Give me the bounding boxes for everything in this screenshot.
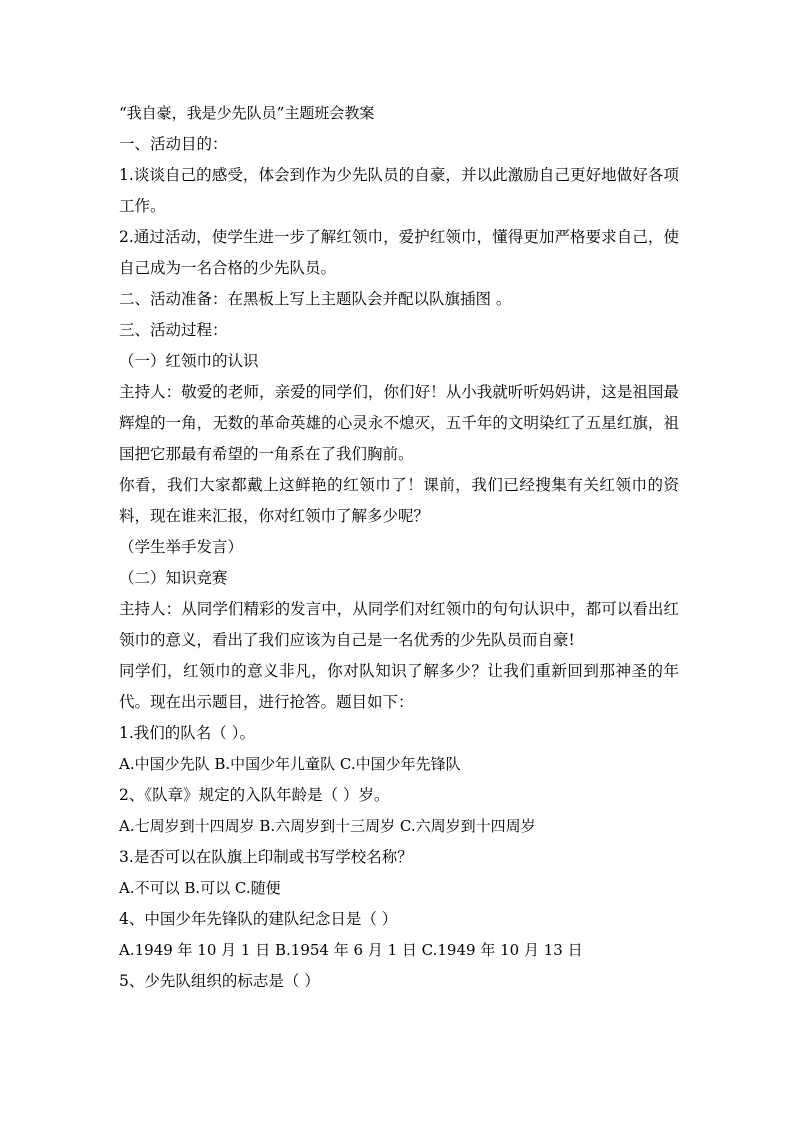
document-title: “我自豪，我是少先队员”主题班会教案 [119, 104, 375, 122]
question-3-options: A.不可以 B.可以 C.随便 [119, 879, 281, 897]
part2-speech2: 同学们，红领巾的意义非凡，你对队知识了解多少？让我们重新回到那神圣的年代。现在出示题目，进行抢答。题目如下： [119, 662, 679, 711]
part2-heading: （二）知识竞赛 [119, 569, 228, 587]
question-1: 1.我们的队名（ ）。 [119, 724, 255, 742]
question-5: 5、少先队组织的标志是（ ） [119, 972, 320, 990]
part1-speech2: 你看，我们大家都戴上这鲜艳的红领巾了！课前，我们已经搜集有关红领巾的资料，现在谁来汇报，你对红领巾了解多少呢？ [119, 476, 679, 525]
section1-item1: 1.谈谈自己的感受，体会到作为少先队员的自豪，并以此激励自己更好地做好各项工作。 [119, 166, 679, 215]
question-2-options: A.七周岁到十四周岁 B.六周岁到十三周岁 C.六周岁到十四周岁 [119, 817, 536, 835]
document-body [119, 98, 679, 997]
section1-heading: 一、活动目的： [119, 135, 228, 153]
section1-item2: 2.通过活动，使学生进一步了解红领巾，爱护红领巾，懂得更加严格要求自己，使自己成为一名合格的少先队员。 [119, 228, 679, 277]
question-4: 4、中国少年先锋队的建队纪念日是（ ） [119, 910, 398, 928]
part2-host-speech: 主持人：从同学们精彩的发言中，从同学们对红领巾的句句认识中，都可以看出红领巾的意义，看出了我们应该为自己是一名优秀的少先队员而自豪! [119, 600, 679, 649]
question-4-options: A.1949 年 10 月 1 日 B.1954 年 6 月 1 日 C.1949 年 10 月 13 日 [119, 941, 583, 959]
part1-note: （学生举手发言） [119, 538, 244, 556]
question-1-options: A.中国少先队 B.中国少年儿童队 C.中国少年先锋队 [119, 755, 461, 773]
question-3: 3.是否可以在队旗上印制或书写学校名称？ [119, 848, 413, 866]
question-2: 2、《队章》规定的入队年龄是（ ）岁。 [119, 786, 390, 804]
part1-host-speech: 主持人：敬爱的老师，亲爱的同学们，你们好！从小我就听听妈妈讲，这是祖国最辉煌的一角，无数的革命英雄的心灵永不熄灭，五千年的文明染红了五星红旗，祖国把它那最有希望的一角系在了我们胸前。 [119, 383, 679, 463]
section3-heading: 三、活动过程： [119, 321, 228, 339]
section2-heading: 二、活动准备：在黑板上写上主题队会并配以队旗插图 。 [119, 290, 512, 308]
part1-heading: （一）红领巾的认识 [119, 352, 259, 370]
